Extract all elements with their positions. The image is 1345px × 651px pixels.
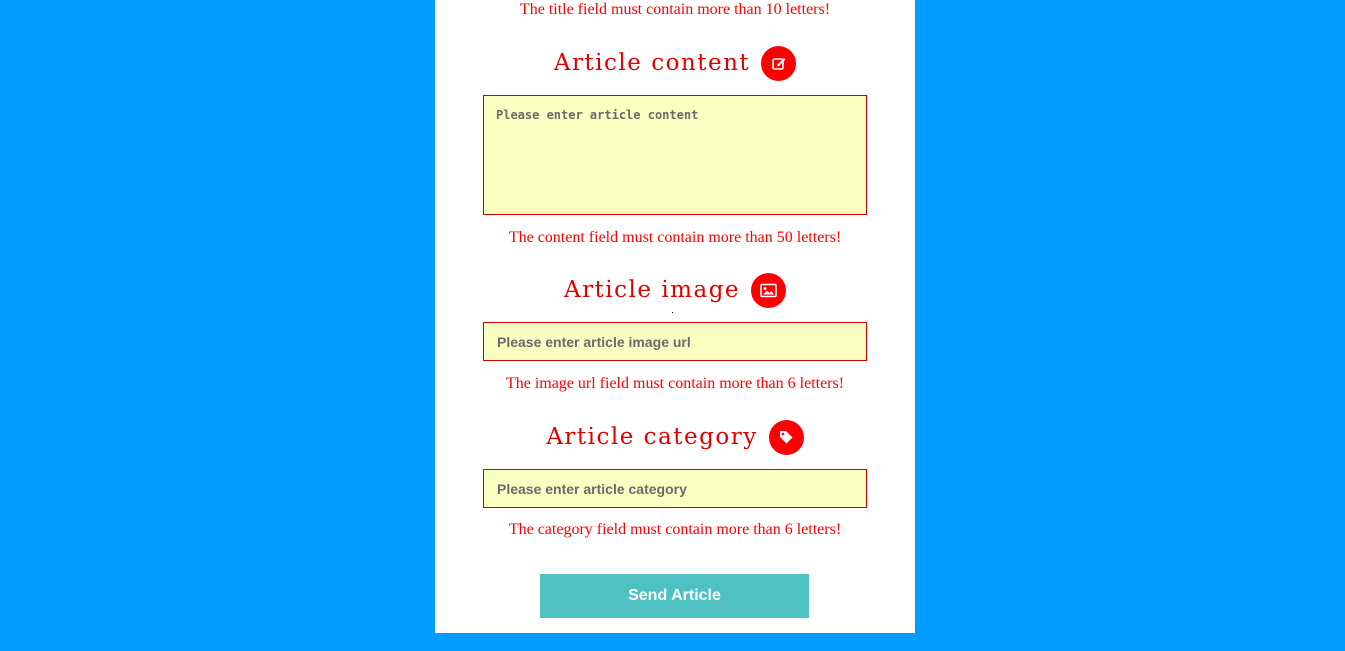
category-section-header <box>435 419 915 455</box>
edit-icon <box>761 46 796 81</box>
image-error-message: The image url field must contain more than 6 letters! <box>505 375 845 392</box>
tag-icon <box>769 420 804 455</box>
article-form-card <box>435 0 915 633</box>
article-category-input[interactable] <box>483 469 867 508</box>
title-error-message: The title field must contain more than 10 letters! <box>519 1 831 18</box>
category-error-message: The category field must contain more than 6 letters! <box>508 521 842 538</box>
send-article-button[interactable]: Send Article <box>540 574 809 618</box>
content-section-header <box>435 45 915 81</box>
article-image-url-input[interactable] <box>483 322 867 361</box>
content-heading: Article content <box>553 50 751 76</box>
article-content-textarea[interactable] <box>483 95 867 215</box>
image-section-header <box>435 272 915 308</box>
image-icon <box>751 273 786 308</box>
image-heading: Article image <box>563 277 741 303</box>
category-heading: Article category <box>546 424 758 450</box>
stray-dot <box>672 312 673 313</box>
content-error-message: The content field must contain more than 50 letters! <box>508 229 842 246</box>
